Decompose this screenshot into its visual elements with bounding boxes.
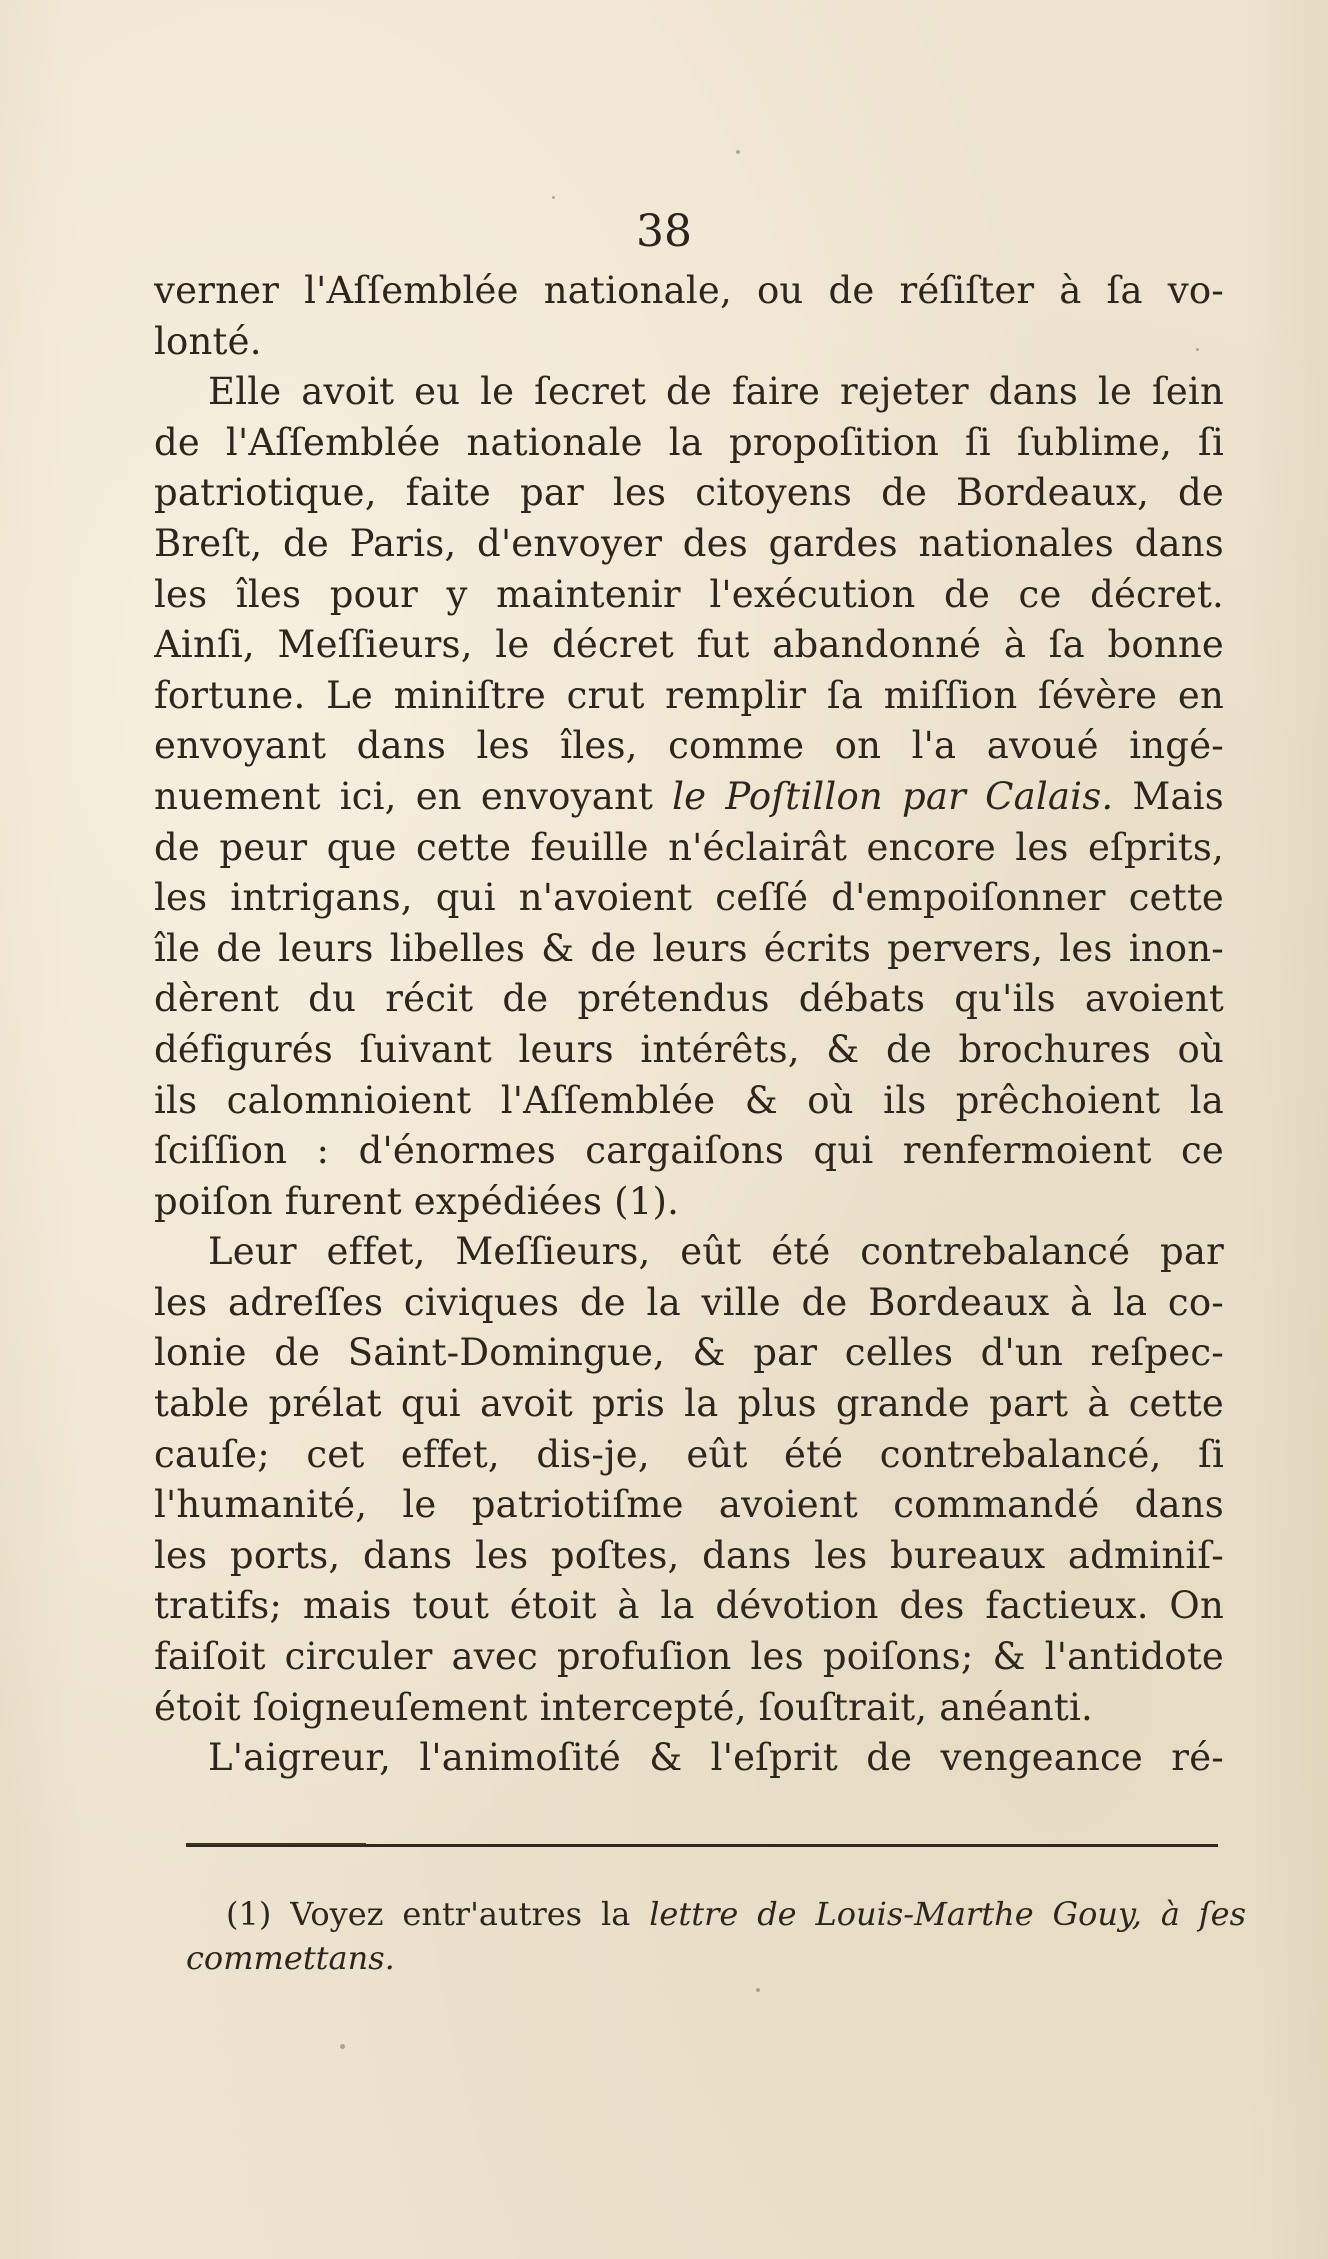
text-line: dèrent du récit de prétendus débats qu'ils avoient — [154, 977, 1224, 1021]
paper-speck — [1196, 348, 1199, 351]
paragraph-start-line: Elle avoit eu le ſecret de faire rejeter dans le ſein — [208, 370, 1224, 414]
text-segment: nuement ici, en envoyant — [154, 774, 673, 818]
text-line: fortune. Le miniſtre crut remplir ſa miſſion ſévère en — [154, 673, 1224, 717]
text-line: de peur que cette feuille n'éclairât encore les eſprits, — [154, 825, 1224, 869]
text-line: les îles pour y maintenir l'exécution de ce décret. — [154, 572, 1224, 616]
text-line: étoit ſoigneuſement intercepté, ſouſtrait, anéanti. — [154, 1685, 1093, 1729]
text-line: l'humanité, le patriotiſme avoient commandé dans — [154, 1483, 1224, 1527]
text-line: tratifs; mais tout étoit à la dévotion des factieux. On — [154, 1584, 1224, 1628]
text-line: les adreſſes civiques de la ville de Bordeaux à la co- — [154, 1280, 1224, 1324]
footnote-italic-reference: commettans. — [186, 1939, 395, 1977]
text-line: ſciſſion : d'énormes cargaiſons qui renfermoient ce — [154, 1129, 1224, 1173]
text-line: lonie de Saint-Domingue, & par celles d'un reſpec- — [154, 1331, 1224, 1375]
text-line: poiſon furent expédiées (1). — [154, 1179, 680, 1223]
text-line: île de leurs libelles & de leurs écrits pervers, les inon- — [154, 926, 1224, 970]
text-line: verner l'Aſſemblée nationale, ou de réſiſter à ſa vo- — [154, 269, 1224, 312]
text-segment: Mais — [1113, 774, 1224, 818]
footnote — [186, 1892, 1246, 1980]
page-number: 38 — [636, 206, 692, 257]
text-line: patriotique, faite par les citoyens de Bordeaux, de — [154, 471, 1224, 515]
paragraph-start-line: Leur effet, Meſſieurs, eût été contrebalancé par — [208, 1230, 1224, 1274]
text-line: Ainſi, Meſſieurs, le décret fut abandonné à ſa bonne — [154, 623, 1224, 667]
footnote-separator-rule — [186, 1844, 1218, 1847]
text-line: envoyant dans les îles, comme on l'a avoué ingé- — [154, 724, 1224, 768]
paragraph-start-line: L'aigreur, l'animoſité & l'eſprit de vengeance ré- — [208, 1736, 1224, 1780]
paper-speck — [736, 150, 740, 154]
footnote-line — [186, 1892, 1246, 1936]
text-line: ils calomnioient l'Aſſemblée & où ils prêchoient la — [154, 1078, 1224, 1122]
text-line: lonté. — [154, 319, 262, 363]
text-line: défigurés ſuivant leurs intérêts, & de brochures où — [154, 1027, 1224, 1071]
footnote-prefix: (1) Voyez entr'autres la — [226, 1895, 650, 1933]
text-line: table prélat qui avoit pris la plus grande part à cette — [154, 1382, 1224, 1426]
text-line: les intrigans, qui n'avoient ceſſé d'empoiſonner cette — [154, 876, 1224, 920]
text-line: cauſe; cet effet, dis-je, eût été contrebalancé, ſi — [154, 1432, 1224, 1476]
paper-speck — [552, 196, 555, 199]
text-line: Breſt, de Paris, d'envoyer des gardes nationales dans — [154, 521, 1224, 565]
text-line: faiſoit circuler avec profuſion les poiſons; & l'antidote — [154, 1635, 1224, 1679]
text-line: les ports, dans les poſtes, dans les bureaux adminiſ- — [154, 1533, 1224, 1577]
text-line-with-title — [154, 772, 1224, 823]
text-line: de l'Aſſemblée nationale la propoſition ſi ſublime, ſi — [154, 420, 1224, 464]
footnote-line — [186, 1936, 1246, 1980]
paper-speck — [756, 1988, 760, 1992]
paper-speck — [340, 2044, 345, 2049]
body-text — [154, 266, 1224, 1784]
footnote-italic-reference: lettre de Louis-Marthe Gouy, à ſes — [649, 1895, 1246, 1933]
italic-title: le Poſtillon par Calais. — [672, 774, 1114, 818]
